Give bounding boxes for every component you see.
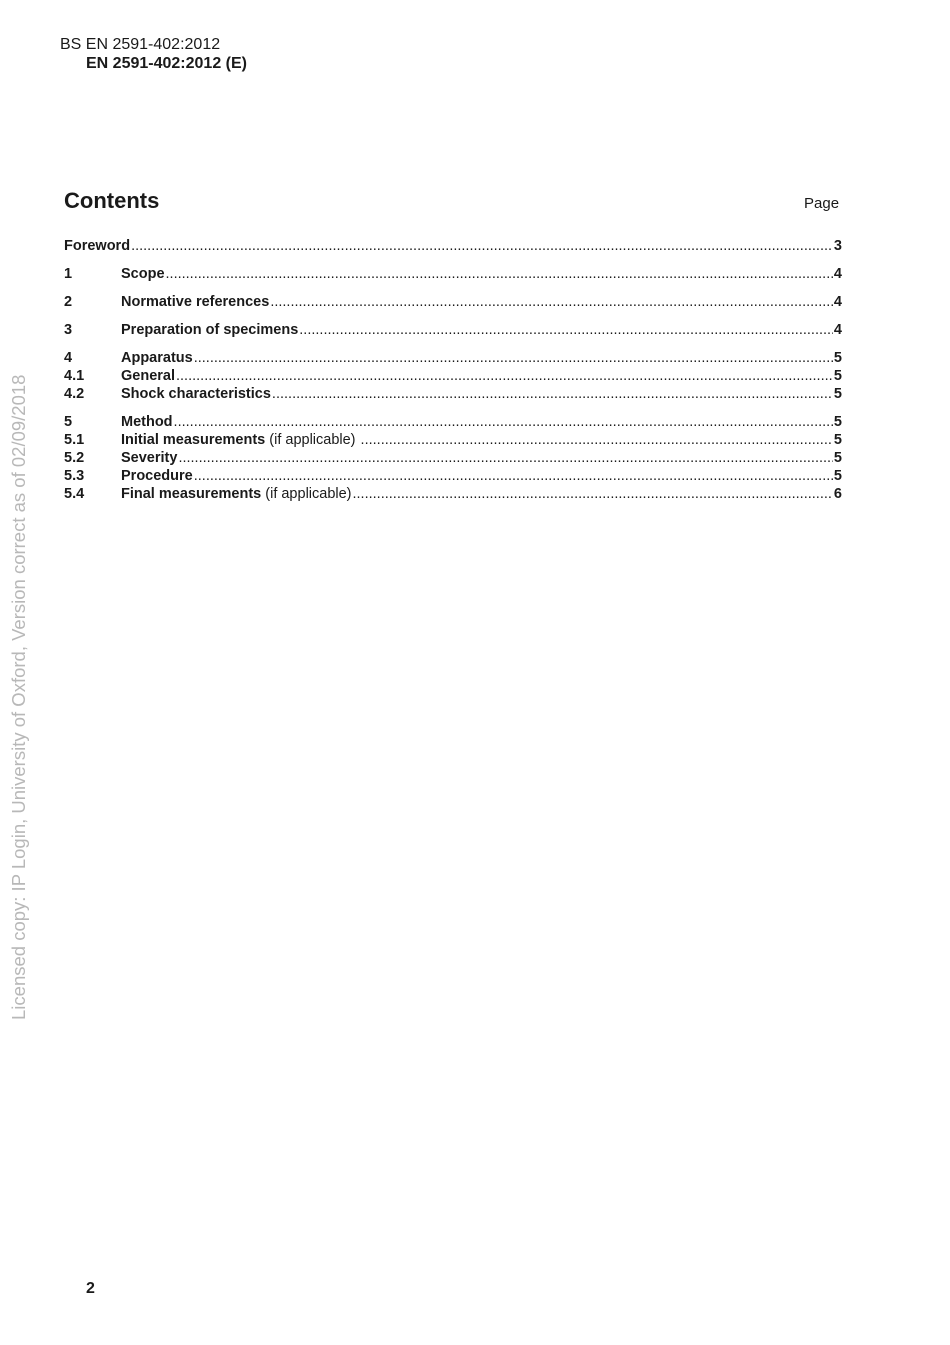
toc-entry-number: 2 bbox=[64, 294, 73, 310]
toc-entry-page: 5 bbox=[833, 450, 842, 466]
toc-entry-title: General bbox=[121, 368, 175, 384]
license-watermark: Licensed copy: IP Login, University of Oxford, Version correct as of 02/09/2018 bbox=[8, 374, 29, 1020]
toc-entry-qualifier: (if applicable) bbox=[265, 432, 360, 448]
dot-leader bbox=[272, 385, 833, 403]
toc-entry-page: 3 bbox=[833, 238, 842, 254]
toc-entry-number: 5.3 bbox=[64, 468, 85, 484]
toc-entry-page: 4 bbox=[833, 266, 842, 282]
contents-title: Contents bbox=[64, 188, 160, 213]
dot-leader bbox=[176, 367, 833, 385]
toc-entry-number: 5.2 bbox=[64, 450, 85, 466]
toc-entry-page: 5 bbox=[833, 468, 842, 484]
toc-entry-page: 4 bbox=[833, 294, 842, 310]
toc-entry-title: Final measurements bbox=[121, 486, 262, 502]
toc-entry[interactable] bbox=[64, 413, 842, 431]
dot-leader bbox=[178, 449, 832, 467]
toc-entry[interactable] bbox=[64, 385, 842, 403]
toc-entry-title: Method bbox=[121, 414, 173, 430]
toc-entry-title: Severity bbox=[121, 450, 178, 466]
document-id-english: EN 2591-402:2012 (E) bbox=[86, 55, 247, 72]
document-id: BS EN 2591-402:2012 bbox=[60, 36, 221, 53]
toc-entry[interactable] bbox=[64, 321, 842, 339]
toc-entry[interactable] bbox=[64, 467, 842, 485]
page-column-label: Page bbox=[804, 195, 840, 212]
toc-entry[interactable] bbox=[64, 449, 842, 467]
toc-entry-page: 5 bbox=[833, 386, 842, 402]
dot-leader bbox=[299, 321, 833, 339]
dot-leader bbox=[361, 431, 833, 449]
toc-entry[interactable] bbox=[64, 237, 842, 255]
toc-entry[interactable] bbox=[64, 349, 842, 367]
toc-entry[interactable] bbox=[64, 431, 842, 449]
toc-entry[interactable] bbox=[64, 367, 842, 385]
toc-entry-page: 5 bbox=[833, 350, 842, 366]
toc-entry-page: 5 bbox=[833, 368, 842, 384]
toc-entry-title: Procedure bbox=[121, 468, 193, 484]
toc-entry-number: 5.4 bbox=[64, 486, 85, 502]
toc-entry-title: Scope bbox=[121, 266, 165, 282]
table-of-contents bbox=[64, 237, 842, 503]
dot-leader bbox=[194, 349, 833, 367]
toc-entry[interactable] bbox=[64, 485, 842, 503]
toc-entry-page: 5 bbox=[833, 414, 842, 430]
toc-entry-title: Preparation of specimens bbox=[121, 322, 299, 338]
toc-entry-number: 1 bbox=[64, 266, 73, 282]
page-number: 2 bbox=[86, 1280, 95, 1297]
dot-leader bbox=[194, 467, 833, 485]
toc-entry-number: 5.1 bbox=[64, 432, 85, 448]
toc-entry-title: Foreword bbox=[64, 238, 131, 254]
dot-leader bbox=[131, 237, 833, 255]
toc-entry-number: 4 bbox=[64, 350, 73, 366]
toc-entry-number: 4.2 bbox=[64, 386, 85, 402]
toc-entry[interactable] bbox=[64, 265, 842, 283]
toc-entry-title: Apparatus bbox=[121, 350, 193, 366]
toc-entry-number: 4.1 bbox=[64, 368, 85, 384]
toc-entry-page: 6 bbox=[833, 486, 842, 502]
dot-leader bbox=[166, 265, 833, 283]
toc-entry-title: Normative references bbox=[121, 294, 270, 310]
dot-leader bbox=[270, 293, 833, 311]
toc-entry-number: 5 bbox=[64, 414, 73, 430]
toc-entry-title: Shock characteristics bbox=[121, 386, 271, 402]
toc-entry-page: 5 bbox=[833, 432, 842, 448]
toc-entry[interactable] bbox=[64, 293, 842, 311]
toc-entry-number: 3 bbox=[64, 322, 73, 338]
toc-entry-page: 4 bbox=[833, 322, 842, 338]
dot-leader bbox=[353, 485, 833, 503]
toc-entry-qualifier: (if applicable) bbox=[261, 486, 352, 502]
dot-leader bbox=[174, 413, 833, 431]
toc-entry-title: Initial measurements bbox=[121, 432, 266, 448]
